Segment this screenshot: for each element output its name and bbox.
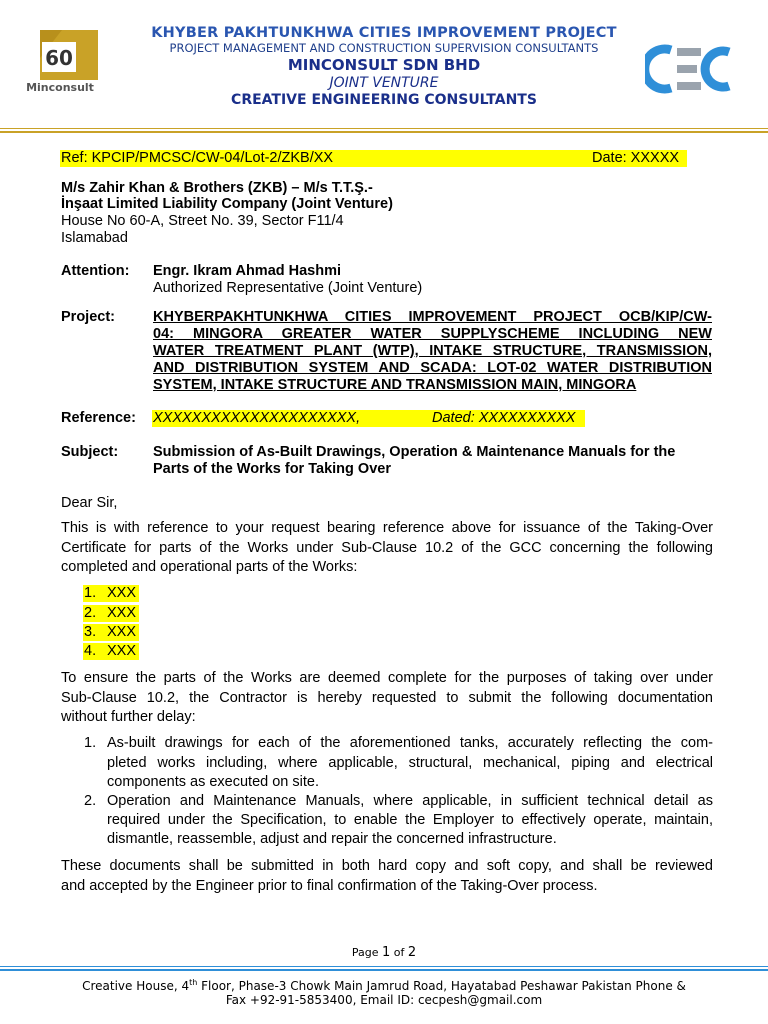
reference-dated: Dated: XXXXXXXXXX [432, 410, 576, 426]
company-name: MINCONSULT SDN BHD [287, 56, 481, 74]
partner-name: CREATIVE ENGINEERING CONSULTANTS [231, 92, 537, 108]
reference-label: Reference: [61, 410, 136, 426]
page-total: 2 [407, 945, 417, 960]
addressee-line-1: M/s Zahir Khan & Brothers (ZKB) – M/s T.T.Ş.- [61, 180, 373, 196]
doc-item-line: Operation and Maintenance Manuals, where applicable, in sufficient technical detail as [107, 793, 713, 809]
project-label: Project: [61, 309, 115, 325]
para2-line-2: Sub-Clause 10.2, the Contractor is hereby requested to submit the following documentation [61, 690, 713, 706]
project-line-2: 04: MINGORA GREATER WATER SUPPLYSCHEME INCLUDING NEW [153, 326, 712, 342]
addressee-line-3: House No 60-A, Street No. 39, Sector F11/4 [61, 213, 344, 229]
ref-number: Ref: KPCIP/PMCSC/CW-04/Lot-2/ZKB/XX [61, 150, 334, 166]
footer-address-a: Creative House, 4 [82, 979, 190, 993]
svg-text:Minconsult: Minconsult [26, 81, 94, 94]
doc-item-line: dismantle, reassemble, adjust and repair the concerned infrastructure. [107, 831, 557, 847]
footer-address-b: Floor, Phase-3 Chowk Main Jamrud Road, Hayatabad Peshawar Pakistan Phone & [197, 979, 686, 993]
project-line-3: WATER TREATMENT PLANT (WTP), INTAKE STRUCTURE, TRANSMISSION, [153, 343, 712, 359]
doc-item-num: 2. [84, 793, 97, 809]
page-number [0, 945, 768, 960]
para1-line-3: completed and operational parts of the Works: [61, 559, 358, 575]
reference-value: XXXXXXXXXXXXXXXXXXXXX, [153, 410, 361, 426]
footer-contact: Fax +92-91-5853400, Email ID: cecpesh@gmail.com [225, 993, 543, 1007]
salutation: Dear Sir, [61, 495, 118, 511]
para3-line-1: These documents shall be submitted in both hard copy and soft copy, and shall be reviewed [61, 858, 713, 874]
list-item-num: 4. [84, 643, 97, 659]
doc-item-line: components as executed on site. [107, 774, 319, 790]
list-item: XXX [107, 585, 137, 601]
doc-item-line: As-built drawings for each of the aforementioned tanks, accurately reflecting the com- [107, 735, 713, 751]
list-item: XXX [107, 643, 137, 659]
page-prefix: Page [351, 946, 379, 959]
addressee-line-4: Islamabad [61, 230, 128, 246]
addressee-line-2: İnşaat Limited Liability Company (Joint Venture) [61, 196, 393, 212]
para2-line-3: without further delay: [61, 709, 196, 725]
svg-text:60: 60 [45, 46, 73, 70]
org-subtitle: PROJECT MANAGEMENT AND CONSTRUCTION SUPERVISION CONSULTANTS [169, 41, 599, 55]
page-current: 1 [381, 945, 391, 960]
ref-date: Date: XXXXX [592, 150, 680, 166]
doc-item-line: required under the Specification, to enable the Employer to effectively operate, maintain, [107, 812, 713, 828]
doc-item-line: pleted works including, where applicable, structural, mechanical, piping and electrical [107, 755, 713, 771]
page-of: of [393, 946, 405, 959]
project-line-1: KHYBERPAKHTUNKHWA CITIES IMPROVEMENT PROJECT OCB/KIP/CW- [153, 309, 712, 325]
list-item: XXX [107, 624, 137, 640]
subject-line-2: Parts of the Works for Taking Over [153, 461, 391, 477]
header-divider [0, 128, 768, 129]
org-title: KHYBER PAKHTUNKHWA CITIES IMPROVEMENT PROJECT [151, 25, 617, 41]
joint-venture-label: JOINT VENTURE [329, 75, 439, 91]
list-item-num: 2. [84, 605, 97, 621]
footer-divider-thick [0, 969, 768, 971]
doc-item-num: 1. [84, 735, 97, 751]
para1-line-2: Certificate for parts of the Works under Sub-Clause 10.2 of the GCC concerning the following [61, 540, 713, 556]
subject-label: Subject: [61, 444, 119, 460]
header-divider-thick [0, 131, 768, 133]
subject-line-1: Submission of As-Built Drawings, Operation & Maintenance Manuals for the [153, 444, 676, 460]
list-item-num: 3. [84, 624, 97, 640]
para3-line-2: and accepted by the Engineer prior to final confirmation of the Taking-Over process. [61, 878, 598, 894]
attention-label: Attention: [61, 263, 130, 279]
list-item: XXX [107, 605, 137, 621]
project-line-5: SYSTEM, INTAKE STRUCTURE AND TRANSMISSION MAIN, MINGORA [153, 377, 637, 393]
attention-name: Engr. Ikram Ahmad Hashmi [153, 263, 342, 279]
footer-divider [0, 966, 768, 967]
attention-role: Authorized Representative (Joint Venture) [153, 280, 423, 296]
para1-line-1: This is with reference to your request bearing reference above for issuance of the Taking-Over [61, 520, 713, 536]
footer-address-sup: th [189, 978, 198, 987]
project-line-4: AND DISTRIBUTION SYSTEM AND SCADA: LOT-02 WATER DISTRIBUTION [153, 360, 712, 376]
para2-line-1: To ensure the parts of the Works are deemed complete for the purposes of taking over under [61, 670, 713, 686]
list-item-num: 1. [84, 585, 97, 601]
footer-address [0, 978, 768, 993]
